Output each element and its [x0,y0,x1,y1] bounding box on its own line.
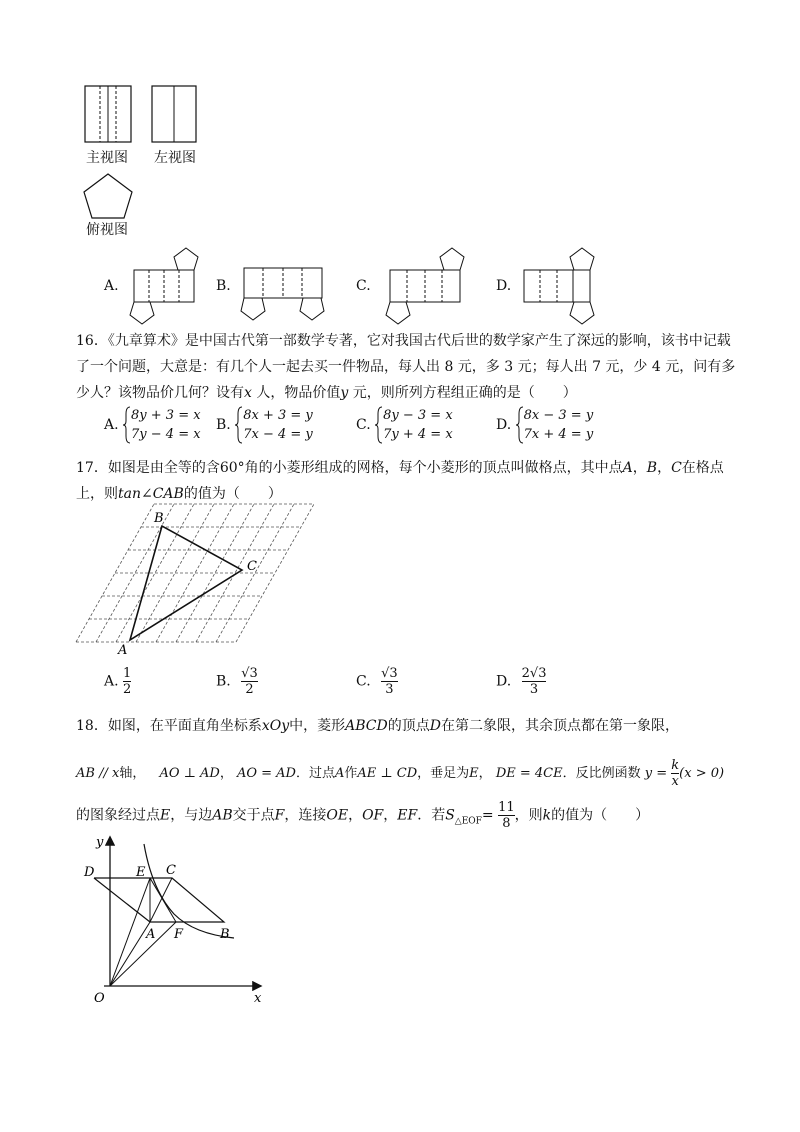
fig-label-y: y [96,835,104,850]
q17-option-a-num: 1 [123,666,132,681]
segment-ca [150,878,172,922]
q17-option-d-num: 2√3 [521,666,547,681]
q17-option-a[interactable] [104,666,131,697]
q17-comma: ， [657,460,672,476]
q17-option-c-num: √3 [381,666,398,681]
q17-option-d-label: D. [496,673,512,690]
q17-label-a: A [118,643,128,658]
q18-line3d: ，连接 [284,807,327,824]
q18-cond-ao-eq-ad: AO = AD [236,766,296,781]
q18-point-f: F [274,807,285,824]
q17-option-b[interactable] [216,666,258,697]
q17-tan: tan∠CAB [118,486,184,502]
top-view-label: 俯视图 [86,222,128,238]
q15-option-c-label[interactable]: C. [356,278,371,294]
fig-label-e: E [136,865,146,880]
q16-option-a-eq2: 7y − 4 = x [131,427,201,442]
fig-label-b: B [220,927,230,942]
q17-text3: 在格点上，则 [76,460,724,502]
q18-text-foot: ，垂足为 [417,766,470,781]
q18-text-function: ．反比例函数 [562,766,641,781]
q18-line2: AB // x轴， AO ⊥ AD， AO = AD．过点A作AE ⊥ CD，垂足为E， DE = 4CE．反比例函数 y = $\frac{k}{x}$ (x > 0) [76,758,725,789]
fig-label-d: D [84,865,95,880]
q16-text: 16．《九章算术》是中国古代第一部数学专著，它对我国古代后世的数学家产生了深远的影响，该书中记载了一个问题，大意是：有几个人一起去买一件物品，每人出 8 元，多 3 元；每人出 7 元，少 4 元，问有多少人？该物品价几何？设有 [76,333,736,401]
segment-of [110,922,176,986]
q16-option-b-label: B. [216,417,231,433]
q18-area-sub: △EOF [454,816,482,827]
fig-label-o: O [94,991,105,1006]
q18-line3a: 的图象经过点 [76,807,160,824]
q17-point-b: B [646,460,658,476]
q18-func-cond: (x > 0) [679,766,725,781]
q18-cond-ab-parallel: AB // x [76,766,120,781]
q18-func-y: y = [644,766,668,781]
q17-text2: 角的小菱形组成的网格，每个小菱形的顶点叫做格点，其中点 [244,460,623,476]
q18-ef: EF [397,807,418,824]
q15-option-a-net [122,242,212,326]
q15-option-d-label[interactable]: D. [496,278,512,294]
q18-cond-ae-perp-cd: AE ⊥ CD [357,766,418,781]
q18-line3: 的图象经过点E，与边AB交于点F，连接OE，OF，EF．若$S_{\triangle EOF}=$ $\frac{11}{8}$ ，则k的值为（ ） [76,800,650,831]
fig-label-f: F [174,927,184,942]
q18-line3-e: E [160,807,171,824]
q16-option-c-label: C. [356,417,371,433]
q16-option-c[interactable] [356,406,453,444]
rhombus-abcd [94,878,224,922]
q18-point-d: D [429,718,441,734]
q17-option-b-num: √3 [241,666,258,681]
q18-line3c: 交于点 [232,807,275,824]
q17-point-a: A [622,460,633,476]
brace-icon [123,406,131,444]
q18-func-x: x [671,774,679,789]
q17-option-b-label: B. [216,673,231,690]
q18-text-draw: 作 [344,766,358,781]
fig-label-a: A [146,927,156,942]
q18-point-e: E [469,766,479,781]
q18-oe: OE [326,807,349,824]
q17-option-a-den: 2 [123,682,132,697]
q16-option-a-label: A. [104,417,119,433]
q16-var-y: y [340,385,349,401]
q16-option-d-label: D. [496,417,512,433]
brace-icon [375,406,383,444]
q17-text1: 17．如图是由全等的含 [76,460,220,476]
q18-of: OF [362,807,384,824]
q16-option-d-eq1: 8x − 3 = y [523,408,594,423]
brace-icon [516,406,524,444]
q17-comma: ， [632,460,647,476]
q16-option-b-eq1: 8x + 3 = y [243,408,313,423]
q17-point-c: C [671,460,682,476]
q16-option-d[interactable] [496,406,593,444]
q17-option-a-label: A. [104,673,119,690]
q18-line1b: 中，菱形 [289,718,346,734]
fig-label-x: x [254,991,262,1006]
q18-line1c: 的顶点 [387,718,430,734]
q16-question [76,328,736,406]
q17-option-c-label: C. [356,673,371,690]
q18-line3b: ，与边 [170,807,213,824]
q18-cond-ao-perp-ad: AO ⊥ AD [159,766,220,781]
q16-option-b[interactable] [216,406,313,444]
q15-option-b-label[interactable]: B. [216,278,231,294]
q18-line3g: 的值为（ ） [551,807,650,824]
q16-option-c-eq1: 8y − 3 = x [383,408,453,423]
front-view-label: 主视图 [86,150,128,166]
q18-cond-axis: 轴， [119,766,146,781]
q17-text4: 的值为（ ） [183,486,282,502]
q18-line1d: 在第二象限，其余顶点都在第一象限， [440,718,679,734]
q18-cond-de: DE = 4CE [495,766,563,781]
q18-k: k [542,807,552,824]
q17-angle: 60° [219,460,245,476]
q17-option-d[interactable] [496,666,546,697]
q15-option-c-net [380,242,470,326]
rhombus-grid-figure [70,498,320,658]
q16-option-b-eq2: 7x − 4 = y [243,427,313,442]
q18-equals: = [481,807,494,824]
q16-var-x: x [244,385,252,401]
q17-option-c[interactable] [356,666,398,697]
q18-xoy: xOy [261,718,290,734]
q17-label-b: B [154,511,164,526]
q18-area-s: S [445,807,455,824]
q18-line3e: ．若 [417,807,446,824]
q17-label-c: C [247,559,257,574]
q18-line3f: ，则 [514,807,543,824]
q16-option-a[interactable] [104,406,201,444]
q17-option-b-den: 2 [241,681,258,697]
q16-option-a-eq1: 8y + 3 = x [131,408,201,423]
q16-mid: 人，物品价值 [251,385,341,401]
fig-label-c: C [166,863,176,878]
q16-option-c-eq2: 7y + 4 = x [383,427,453,442]
q18-abcd: ABCD [345,718,388,734]
q15-option-b-net [236,260,332,326]
q17-option-c-den: 3 [381,681,398,697]
q18-point-a: A [335,766,345,781]
q15-option-d-net [516,242,606,326]
q18-area-den: 8 [498,815,515,831]
left-view-label: 左视图 [154,150,196,166]
segment-ef [150,878,176,922]
q18-func-k: k [671,758,680,773]
top-view-pentagon [84,174,132,218]
q15-option-a-label[interactable]: A. [104,278,119,294]
q16-end: 元，则所列方程组正确的是（ ） [348,385,577,401]
q18-area-num: 11 [498,800,515,815]
q18-ab: AB [212,807,233,824]
q18-text-through: ．过点 [295,766,335,781]
q18-line1a: 18．如图，在平面直角坐标系 [76,718,262,734]
coordinate-figure [74,830,274,1010]
q18-line1 [76,716,679,736]
q17-option-d-den: 3 [522,681,547,697]
brace-icon [235,406,243,444]
q16-option-d-eq2: 7x + 4 = y [523,427,594,442]
